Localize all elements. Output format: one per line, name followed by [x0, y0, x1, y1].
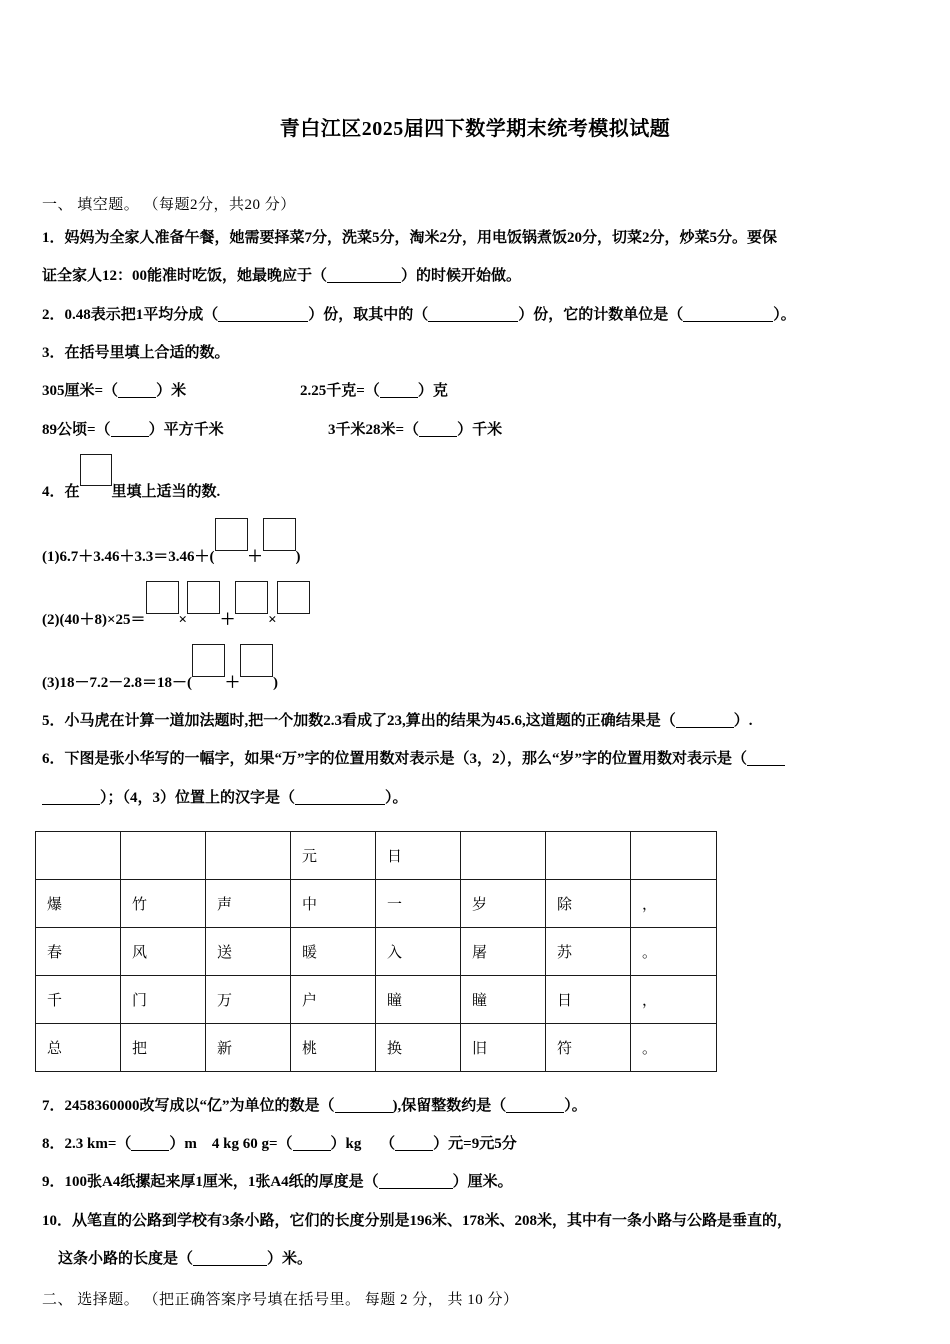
question-3-item-4-pre: 3千米28米=（	[328, 421, 420, 438]
question-10-line-2-post: ）米。	[267, 1250, 313, 1267]
question-4-line-2-op2: ＋	[220, 612, 236, 628]
table-cell: 日	[376, 831, 461, 879]
section-heading-choice: 二、 选择题。 （把正确答案序号填在括号里。 每题 2 分， 共 10 分）	[42, 1292, 519, 1308]
answer-blank[interactable]	[506, 1112, 564, 1113]
answer-blank[interactable]	[293, 1150, 331, 1151]
answer-blank[interactable]	[327, 282, 401, 283]
question-4-head-pre: 4．在	[42, 484, 80, 500]
question-3-item-1-post: ）米	[156, 383, 187, 399]
question-4-line-2-op3: ×	[268, 612, 277, 628]
question-3-item-1	[42, 377, 300, 406]
question-7-pre: 7．2458360000改写成以“亿”为单位的数是（	[42, 1097, 335, 1114]
answer-blank[interactable]	[676, 727, 734, 728]
table-cell: ，	[631, 975, 717, 1023]
fill-box[interactable]	[235, 581, 268, 614]
question-4-line-2	[42, 581, 920, 628]
question-6-line-2	[42, 784, 920, 813]
fill-box[interactable]	[240, 644, 273, 677]
table-cell: 符	[546, 1023, 631, 1071]
table-cell: 屠	[461, 927, 546, 975]
table-cell	[206, 831, 291, 879]
question-4-head-post: 里填上适当的数.	[111, 484, 221, 500]
question-5-post: ）.	[733, 713, 753, 729]
table-cell: 千	[36, 975, 121, 1023]
question-3-item-2-post: ）克	[417, 383, 448, 399]
question-10-line-1: 10．从笔直的公路到学校有3条小路，它们的长度分别是196米、178米、208米，其中有一条小路与公路是垂直的，	[42, 1212, 793, 1229]
question-4-line-1	[42, 518, 920, 565]
table-cell	[546, 831, 631, 879]
answer-blank[interactable]	[295, 804, 385, 805]
table-cell: 春	[36, 927, 121, 975]
question-6-line-2-post: ）。	[385, 789, 408, 806]
question-1-line-2	[42, 262, 920, 291]
table-row	[36, 927, 717, 975]
table-cell: 元	[291, 831, 376, 879]
page-title: 青白江区2025届四下数学期末统考模拟试题	[279, 118, 671, 140]
question-3-item-3-post: ）平方千米	[148, 421, 224, 438]
table-cell: 。	[631, 927, 717, 975]
answer-blank[interactable]	[428, 321, 518, 322]
table-cell: 爆	[36, 879, 121, 927]
question-6-line-1	[42, 745, 920, 774]
question-3-item-3-pre: 89公顷=（	[42, 421, 111, 438]
answer-blank[interactable]	[193, 1265, 267, 1266]
question-3-item-4-post: ）千米	[457, 421, 503, 438]
answer-blank[interactable]	[380, 397, 418, 398]
question-3-item-4	[300, 416, 502, 445]
question-5-pre: 5．小马虎在计算一道加法题时,把一个加数2.3看成了23,算出的结果为45.6,这道题的正确结果是（	[42, 713, 676, 729]
answer-blank[interactable]	[747, 765, 785, 766]
fill-box[interactable]	[263, 518, 296, 551]
table-cell: 把	[121, 1023, 206, 1071]
table-cell: 总	[36, 1023, 121, 1071]
answer-blank[interactable]	[111, 436, 149, 437]
fill-box[interactable]	[277, 581, 310, 614]
question-3-item-2	[300, 377, 448, 406]
question-4-line-3-op: ＋	[225, 675, 241, 691]
table-cell: 入	[376, 927, 461, 975]
question-4-line-3-post: )	[273, 675, 279, 691]
answer-blank[interactable]	[218, 321, 308, 322]
poem-grid-body	[36, 831, 717, 1071]
fill-box[interactable]	[80, 454, 112, 486]
answer-blank[interactable]	[683, 321, 773, 322]
question-3-item-2-pre: 2.25千克=（	[300, 383, 380, 399]
fill-box[interactable]	[146, 581, 179, 614]
question-2	[42, 301, 920, 330]
table-cell: 桃	[291, 1023, 376, 1071]
exam-body	[0, 141, 950, 1309]
answer-blank[interactable]	[131, 1150, 169, 1151]
table-cell: 竹	[121, 879, 206, 927]
table-cell: 万	[206, 975, 291, 1023]
answer-blank[interactable]	[42, 804, 100, 805]
table-cell	[121, 831, 206, 879]
question-7-post: ）。	[564, 1097, 587, 1114]
question-10-line-2-pre: 这条小路的长度是（	[58, 1250, 194, 1267]
question-2-part-c: ）份，它的计数单位是（	[518, 306, 684, 323]
question-8-p2: ）m	[169, 1136, 197, 1152]
table-cell: ，	[631, 879, 717, 927]
table-cell	[461, 831, 546, 879]
table-cell: 一	[376, 879, 461, 927]
question-10-line-2	[42, 1245, 920, 1274]
question-2-part-b: ）份，取其中的（	[308, 306, 429, 323]
table-cell: 换	[376, 1023, 461, 1071]
section-heading-fill-in: 一、 填空题。 （每题2分，共20 分）	[42, 197, 296, 213]
poem-grid-table	[35, 831, 717, 1072]
table-cell: 暖	[291, 927, 376, 975]
question-7-mid: ),保留整数约是（	[392, 1097, 507, 1114]
table-cell: 日	[546, 975, 631, 1023]
fill-box[interactable]	[215, 518, 248, 551]
question-5	[42, 707, 920, 736]
question-8-p3: 4 kg 60 g=（	[211, 1136, 293, 1152]
answer-blank[interactable]	[419, 436, 457, 437]
question-8-p6: ）元=9元5分	[433, 1136, 517, 1152]
question-3-item-1-pre: 305厘米=（	[42, 383, 119, 399]
table-cell: 旧	[461, 1023, 546, 1071]
table-cell: 风	[121, 927, 206, 975]
answer-blank[interactable]	[118, 397, 156, 398]
table-cell: 户	[291, 975, 376, 1023]
question-3-item-3	[42, 416, 300, 445]
table-cell: 中	[291, 879, 376, 927]
table-row	[36, 1023, 717, 1071]
question-2-part-a: 2．0.48表示把1平均分成（	[42, 306, 219, 323]
question-1-line-2-pre: 证全家人12：00能准时吃饭，她最晚应于（	[42, 268, 328, 285]
question-3-head: 3．在括号里填上合适的数。	[42, 344, 230, 361]
table-cell: 声	[206, 879, 291, 927]
table-row	[36, 879, 717, 927]
question-4-line-3-pre: (3)18－7.2－2.8＝18－(	[42, 675, 192, 691]
table-cell: 苏	[546, 927, 631, 975]
table-cell: 门	[121, 975, 206, 1023]
table-cell: 瞳	[376, 975, 461, 1023]
table-cell: 瞳	[461, 975, 546, 1023]
table-row	[36, 831, 717, 879]
table-cell	[631, 831, 717, 879]
question-9	[42, 1168, 920, 1197]
question-2-part-d: ）。	[773, 306, 796, 323]
question-8-p4: ）kg	[330, 1136, 362, 1152]
question-6-line-2-mid: ）；（4，3）位置上的汉字是（	[100, 789, 296, 806]
question-4-line-2-pre: (2)(40＋8)×25＝	[42, 612, 146, 628]
answer-blank[interactable]	[395, 1150, 433, 1151]
question-4-line-1-pre: (1)6.7＋3.46＋3.3＝3.46＋(	[42, 549, 215, 565]
question-7	[42, 1092, 920, 1121]
question-4-line-3	[42, 644, 920, 691]
question-4-line-1-post: )	[295, 549, 301, 565]
table-row	[36, 975, 717, 1023]
table-cell: 送	[206, 927, 291, 975]
question-3-row-2	[42, 416, 920, 445]
question-8-pre: 8．2.3 km=（	[42, 1136, 132, 1152]
fill-box[interactable]	[187, 581, 220, 614]
table-cell: 岁	[461, 879, 546, 927]
question-8-p5: （	[380, 1136, 396, 1152]
table-cell: 。	[631, 1023, 717, 1071]
question-8	[42, 1130, 920, 1159]
answer-blank[interactable]	[335, 1112, 393, 1113]
table-cell: 除	[546, 879, 631, 927]
table-cell: 新	[206, 1023, 291, 1071]
table-cell	[36, 831, 121, 879]
question-6-line-1-text: 6．下图是张小华写的一幅字，如果“万”字的位置用数对表示是（3，2），那么“岁”字的位置用数对表示是（	[42, 751, 748, 768]
question-3-row-1	[42, 377, 920, 406]
question-9-post: ）厘米。	[452, 1174, 513, 1191]
question-4-head	[42, 454, 920, 500]
question-4-line-1-op: ＋	[247, 549, 263, 565]
question-9-pre: 9．100张A4纸摞起来厚1厘米，1张A4纸的厚度是（	[42, 1174, 379, 1191]
fill-box[interactable]	[192, 644, 225, 677]
question-4-line-2-op1: ×	[178, 612, 188, 628]
answer-blank[interactable]	[379, 1188, 453, 1189]
question-1-line-2-post: ）的时候开始做。	[401, 268, 522, 285]
question-1-line-1: 1．妈妈为全家人准备午餐，她需要择菜7分，洗菜5分，淘米2分，用电饭锅煮饭20分，切菜2分，炒菜5分。要保	[42, 230, 778, 246]
